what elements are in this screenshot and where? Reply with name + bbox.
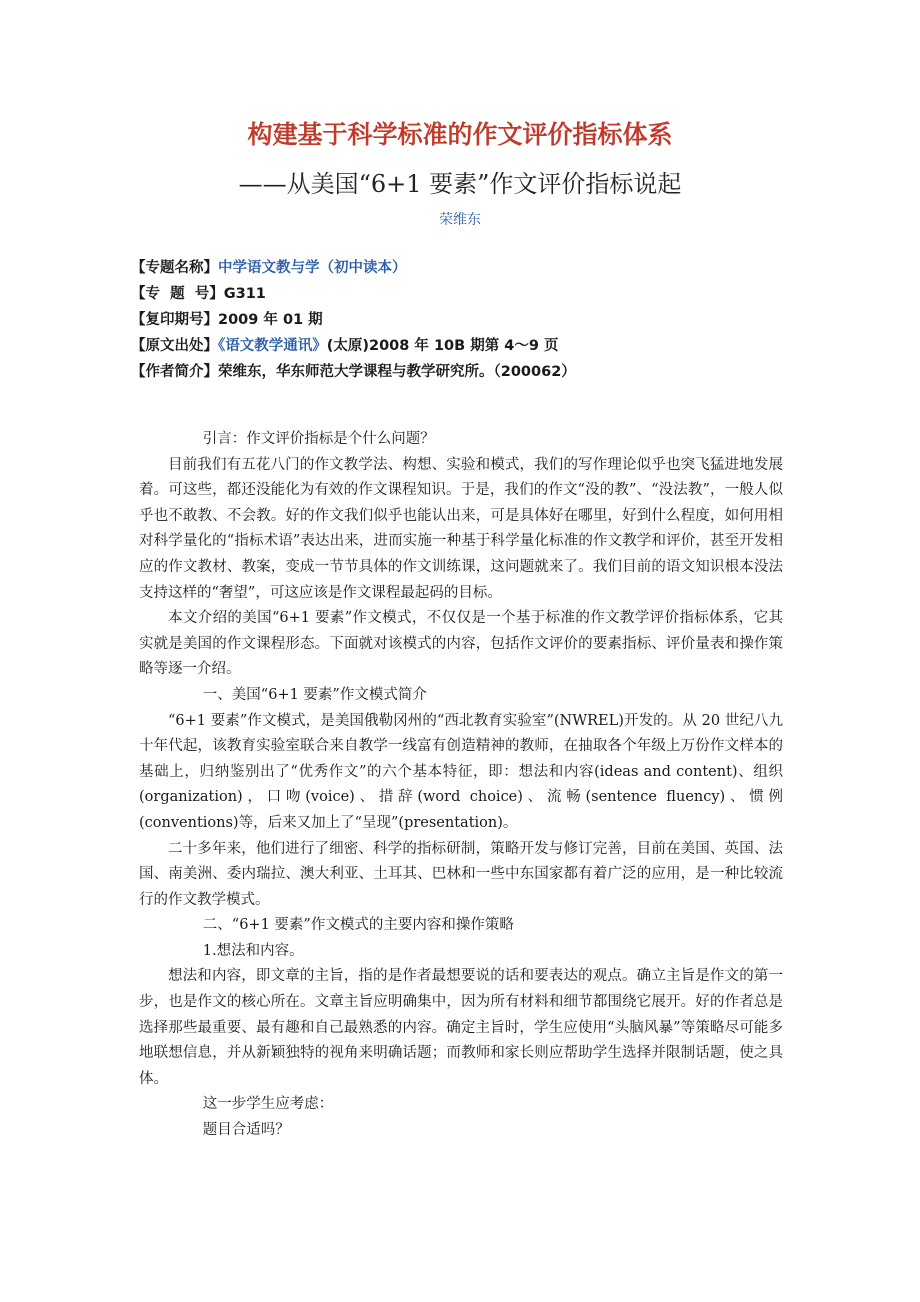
meta-source-label: 【原文出处】 [131,338,218,354]
paragraph-intro-heading: 引言：作文评价指标是个什么问题？ [202,431,435,447]
meta-topic-link[interactable]: 中学语文教与学（初中读本） [218,260,407,276]
meta-source-link[interactable]: 《语文教学通讯》 [218,338,327,354]
paragraph: 二十多年来，他们进行了细密、科学的指标研制，策略开发与修订完善，目前在美国、英国、法国、南美洲、委内瑞拉、澳大利亚、土耳其、巴林和一些中东国家都有着广泛的应用，是一种比较流行的作文教学模式。 [139,840,783,908]
section-heading-2: 二、“6+1 要素”作文模式的主要内容和操作策略 [202,917,514,934]
subsection-heading-1: 1.想法和内容。 [202,942,304,959]
article-body [139,427,783,1144]
paragraph: 本文介绍的美国“6+1 要素”作文模式，不仅仅是一个基于标准的作文教学评价指标体系，它其实就是美国的作文课程形态。下面就对该模式的内容，包括作文评价的要素指标、评价量表和操作策略等逐一介绍。 [139,610,783,678]
meta-code-label: 【专 题 号】 [131,286,224,302]
meta-bio-value: 荣维东，华东师范大学课程与教学研究所。（200062） [218,364,576,380]
section-heading-1: 一、美国“6+1 要素”作文模式简介 [202,686,427,703]
meta-reprint-label: 【复印期号】 [131,312,218,328]
meta-reprint-row [131,307,831,333]
meta-source-detail: (太原)2008 年 10B 期第 4～9 页 [326,338,559,354]
author-link[interactable]: 荣维东 [439,212,481,228]
meta-reprint-value: 2009 年 01 期 [218,312,323,328]
meta-bio-label: 【作者简介】 [131,364,218,380]
paragraph: 这一步学生应考虑： [202,1096,334,1113]
meta-bio-row [131,359,831,385]
meta-topic-row [131,255,831,281]
meta-topic-label: 【专题名称】 [131,260,218,276]
paragraph: 题目合适吗？ [202,1122,290,1139]
paragraph: 目前我们有五花八门的作文教学法、构想、实验和模式，我们的写作理论似乎也突飞猛进地发展着。可这些，都还没能化为有效的作文课程知识。于是，我们的作文“没的教”、“没法教”，一般人似乎也不敢教、不会教。好的作文我们似乎也能认出来，可是具体好在哪里，好到什么程度，如何用相对科学量化的“指标术语”表达出来，进而实施一种基于科学量化标准的作文教学和评价，甚至开发相应的作文教材、教案，变成一节节具体的作文训练课，这问题就来了。我们目前的语文知识根本没法支持这样的“奢望”，可这应该是作文课程最起码的目标。 [139,456,783,601]
paragraph: 想法和内容，即文章的主旨，指的是作者最想要说的话和要表达的观点。确立主旨是作文的第一步，也是作文的核心所在。文章主旨应明确集中，因为所有材料和细节都围绕它展开。好的作者总是选择那些最重要、最有趣和自己最熟悉的内容。确定主旨时，学生应使用“头脑风暴”等策略尽可能多地联想信息，并从新颖独特的视角来明确话题；而教师和家长则应帮助学生选择并限制话题，使之具体。 [139,968,783,1087]
document-title: 构建基于科学标准的作文评价指标体系 [247,120,673,149]
meta-source-row [131,333,831,359]
paragraph: “6+1 要素”作文模式，是美国俄勒冈州的“西北教育实验室”(NWREL)开发的。从 20 世纪八九十年代起，该教育实验室联合来自教学一线富有创造精神的教师，在抽取各个年级上万份作文样本的基础上，归纳鉴别出了“优秀作文”的六个基本特征，即：想法和内容(ideas and content)、组织(organization)，口吻(voice)、措辞(word choice)、流畅(sentence fluency)、惯例(conventions)等，后来又加上了“呈现”(presentation)。 [139,712,783,831]
metadata-block [131,255,831,385]
meta-code-row [131,281,831,307]
document-subtitle: ——从美国“6+1 要素”作文评价指标说起 [238,170,682,198]
meta-code-value: G311 [223,286,266,302]
